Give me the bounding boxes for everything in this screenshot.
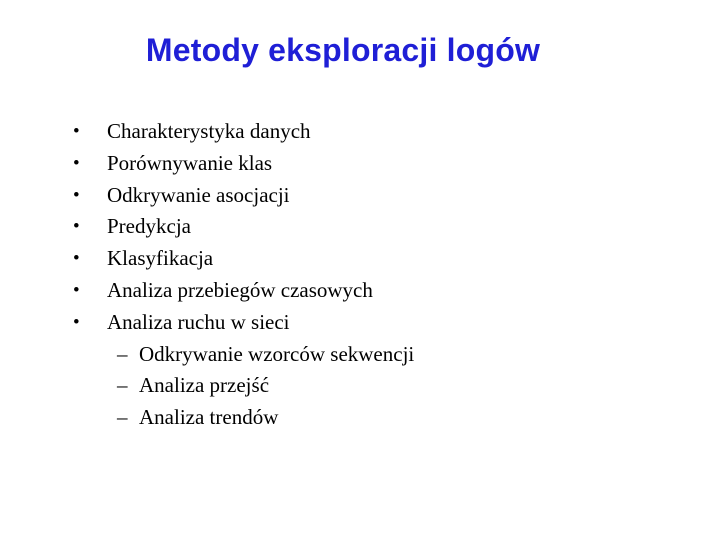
bullet-marker: • (73, 121, 80, 142)
slide-title: Metody eksploracji logów (145, 32, 541, 68)
bullet-text: Charakterystyka danych (107, 119, 311, 143)
list-item (0, 148, 720, 180)
bullet-marker: • (73, 248, 80, 270)
sub-bullet-text: Analiza przejść (139, 373, 270, 398)
list-item (0, 275, 720, 307)
list-item (0, 116, 720, 148)
list-item (0, 180, 720, 212)
bullet-text: Analiza ruchu w sieci (107, 309, 290, 334)
bullet-text: Analiza przebiegów czasowych (107, 277, 373, 302)
bullet-list (0, 116, 720, 434)
list-item (0, 243, 720, 275)
bullet-marker: • (73, 279, 80, 301)
list-item (0, 307, 720, 339)
sub-bullet-text: Odkrywanie wzorców sekwencji (139, 341, 415, 366)
bullet-marker: • (73, 152, 80, 174)
list-item (0, 211, 720, 243)
bullet-text: Predykcja (107, 214, 191, 239)
bullet-text: Odkrywanie asocjacji (107, 182, 290, 207)
sub-bullet-marker: – (117, 341, 128, 366)
sub-bullet-marker: – (117, 405, 128, 430)
bullet-marker: • (73, 216, 80, 238)
sub-bullet-text: Analiza trendów (139, 405, 279, 430)
sub-list-item (0, 402, 720, 434)
sub-list-item (0, 370, 720, 402)
sub-bullet-marker: – (117, 373, 128, 398)
bullet-marker: • (73, 311, 80, 333)
bullet-marker: • (73, 184, 80, 206)
sub-list-item (0, 339, 720, 371)
bullet-text: Klasyfikacja (107, 246, 214, 271)
bullet-text: Porównywanie klas (107, 150, 273, 175)
